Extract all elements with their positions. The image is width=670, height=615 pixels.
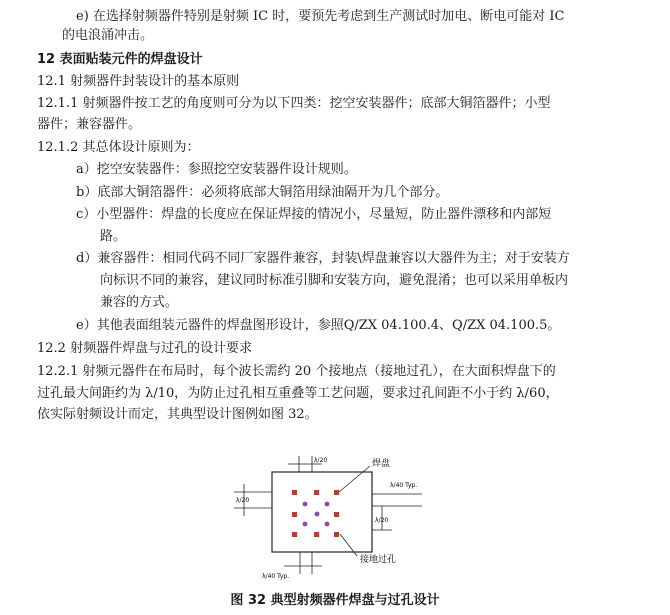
figure-caption: 图 32 典型射频器件焊盘与过孔设计 — [230, 593, 440, 608]
text-line: 器件；兼容器件。 — [37, 117, 142, 132]
dim-right-top-label: λ/40 Typ. — [390, 482, 418, 489]
component-outline — [272, 472, 372, 552]
text-line: 12 表面贴装元件的焊盘设计 — [37, 52, 203, 67]
text-line: 12.1 射频器件封装设计的基本原则 — [37, 74, 240, 89]
pad — [292, 512, 297, 517]
via — [303, 502, 308, 507]
via — [303, 522, 308, 527]
pad — [334, 512, 339, 517]
text-line: 12.1.1 射频器件按工艺的角度则可分为以下四类：挖空安装器件；底部大铜箔器件；小型 — [37, 96, 551, 111]
text-line: 12.2.1 射频元器件在布局时，每个波长需约 20 个接地点（接地过孔），在大面积焊盘下的 — [37, 364, 556, 379]
text-line: 兼容的方式。 — [100, 295, 179, 310]
pad — [314, 532, 319, 537]
text-line: e）其他表面组装元器件的焊盘图形设计，参照Q/ZX 04.100.4、Q/ZX 04.100.5。 — [76, 318, 561, 333]
via — [325, 502, 330, 507]
pad-label: 焊盘 — [372, 459, 391, 469]
text-line: 12.2 射频器件焊盘与过孔的设计要求 — [37, 341, 253, 356]
text-line: 12.1.2 其总体设计原则为： — [37, 140, 200, 155]
text-line: c）小型器件：焊盘的长度应在保证焊接的情况小，尽量短，防止器件漂移和内部短 — [76, 207, 552, 222]
via — [315, 512, 320, 517]
via-label: 接地过孔 — [360, 555, 397, 565]
text-line: 依实际射频设计而定，其典型设计图例如图 32。 — [37, 407, 318, 422]
dim-left-label: λ/20 — [236, 497, 250, 504]
figure-32-diagram — [222, 452, 462, 582]
dim-right-mid-label: λ/20 — [375, 517, 389, 524]
text-line: a）挖空安装器件：参照挖空安装器件设计规则。 — [76, 162, 357, 177]
text-line: 路。 — [100, 229, 127, 244]
text-line: 的电浪涌冲击。 — [62, 28, 154, 43]
pad — [314, 490, 319, 495]
dim-top-label: λ/20 — [314, 457, 328, 464]
dim-bottom-label: λ/40 Typ. — [262, 573, 290, 580]
pad — [292, 490, 297, 495]
pad — [334, 490, 339, 495]
text-line: 向标识不同的兼容，建议同时标准引脚和安装方向，避免混淆；也可以采用单板内 — [100, 273, 569, 288]
pad — [334, 532, 339, 537]
pad — [292, 532, 297, 537]
text-line: d）兼容器件：相同代码不同厂家器件兼容，封装\焊盘兼容以大器件为主；对于安装方 — [76, 251, 570, 266]
text-line: e) 在选择射频器件特别是射频 IC 时，要预先考虑到生产测试时加电、断电可能对 IC — [76, 9, 565, 24]
text-line: b）底部大铜箔器件：必须将底部大铜箔用绿油隔开为几个部分。 — [76, 185, 449, 200]
via-array — [303, 502, 330, 527]
via — [325, 522, 330, 527]
text-line: 过孔最大间距约为 λ/10，为防止过孔相互重叠等工艺问题，要求过孔间距不小于约 λ/60， — [37, 386, 559, 401]
